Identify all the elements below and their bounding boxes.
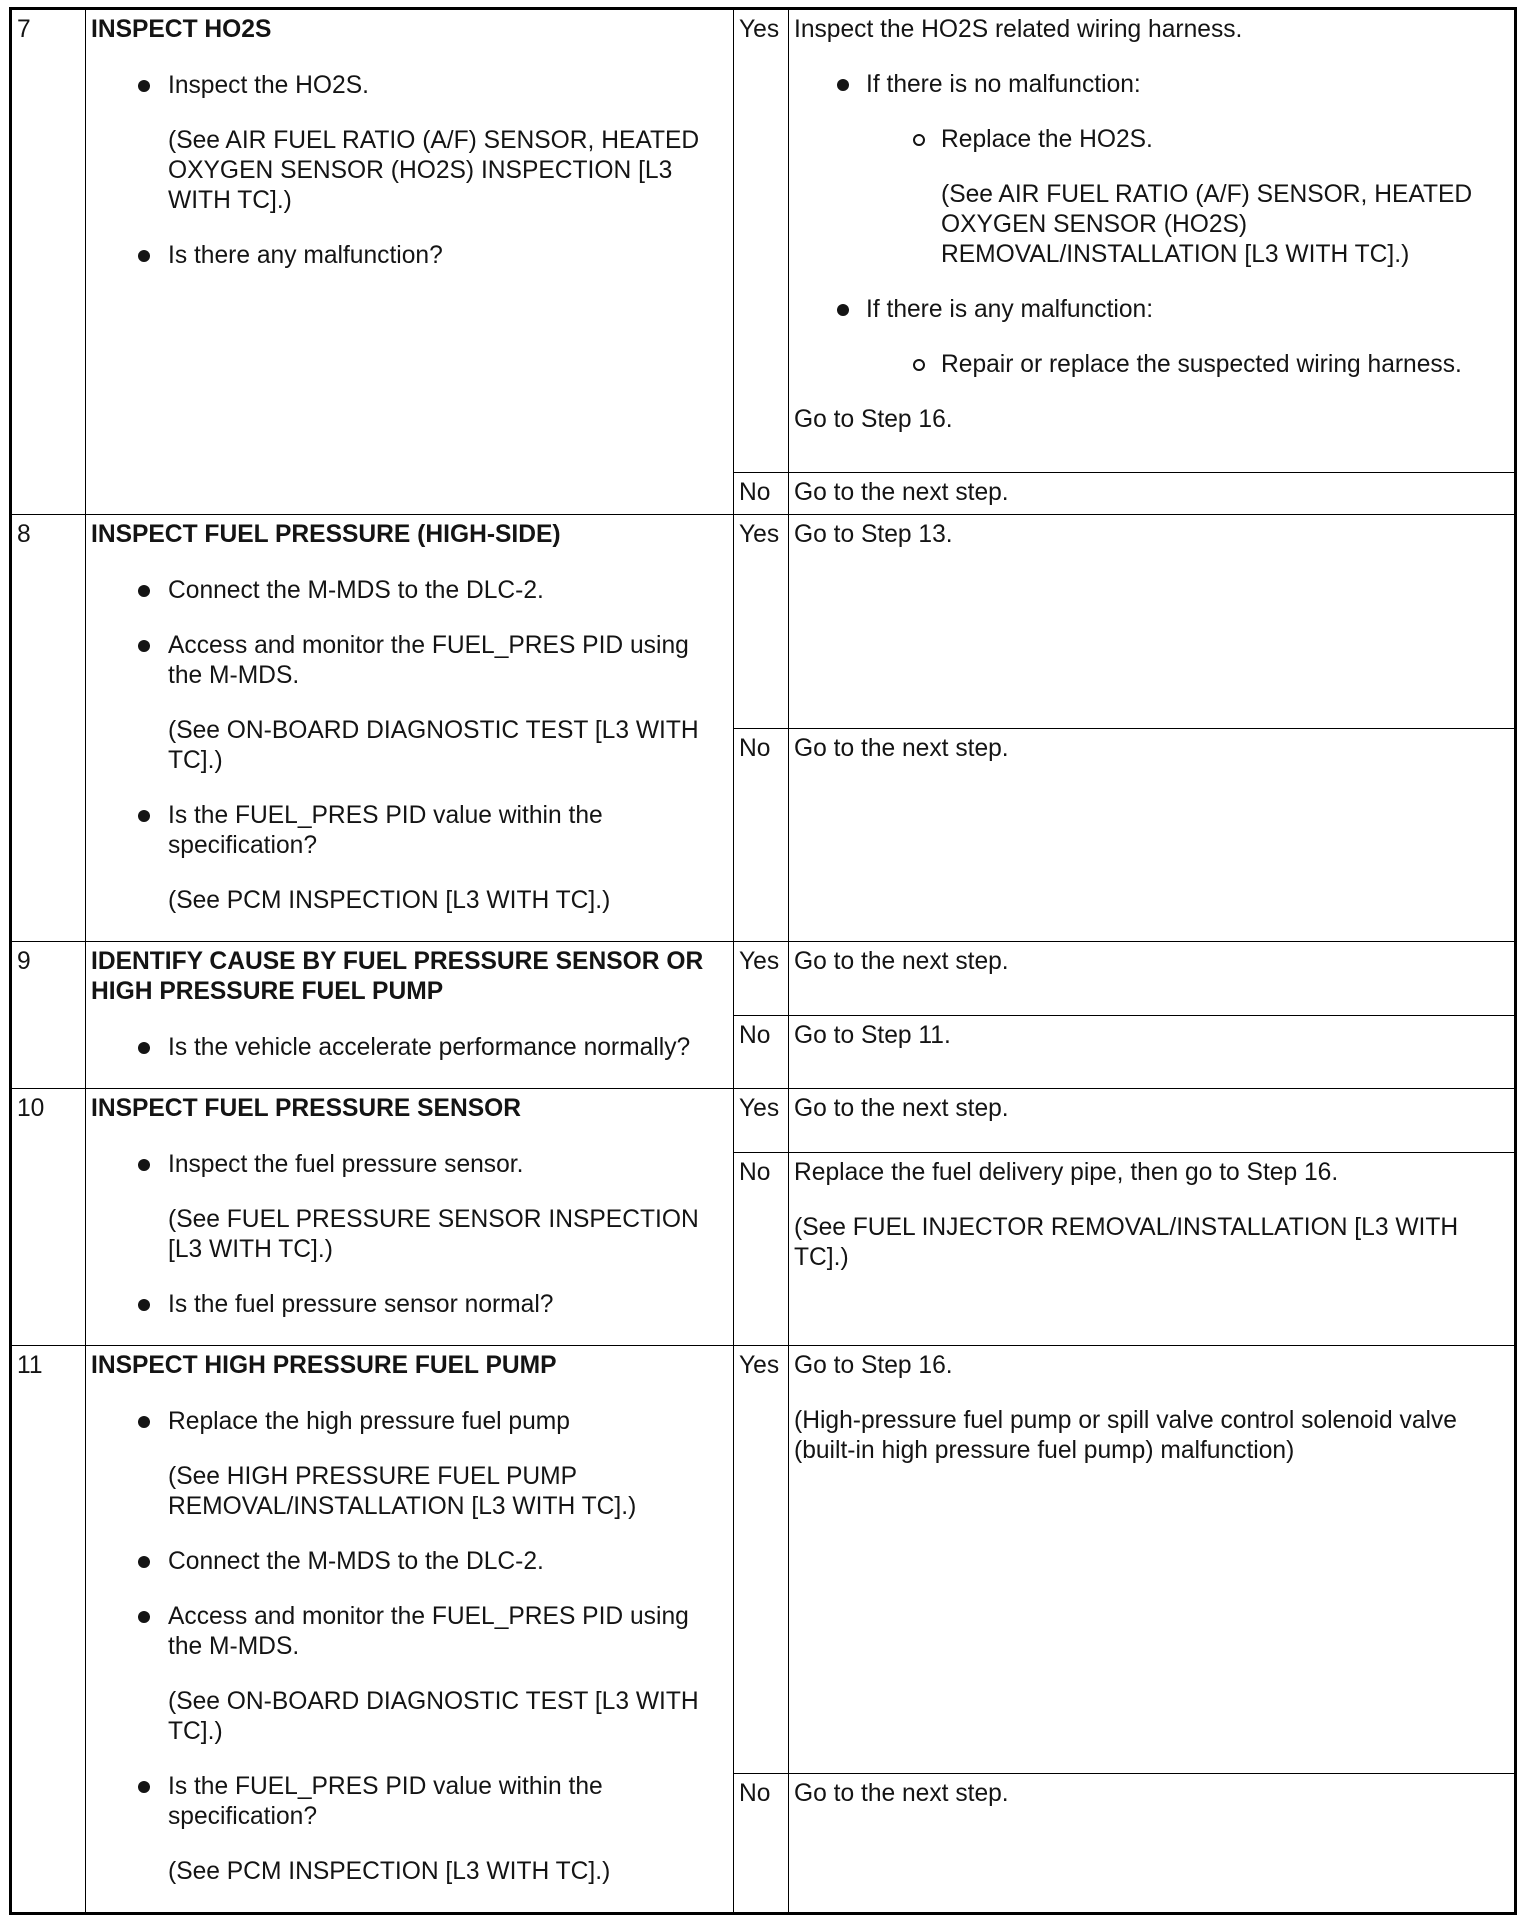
step-title: INSPECT HO2S [91,16,272,43]
yes-label: Yes [734,515,789,729]
reference-text: (See ON-BOARD DIAGNOSTIC TEST [L3 WITH TC].) [168,1688,699,1745]
yes-action [789,9,1516,473]
instruction-item: Is the FUEL_PRES PID value within the specification? [136,801,727,861]
step-number: 8 [11,515,86,942]
instruction-item: Inspect the fuel pressure sensor. [136,1150,727,1180]
no-label: No [734,1152,789,1345]
instruction-item: Is the vehicle accelerate performance normally? [136,1033,727,1063]
step-title: INSPECT HIGH PRESSURE FUEL PUMP [91,1352,557,1379]
instruction-item: Connect the M-MDS to the DLC-2. [136,1547,727,1577]
step-title: INSPECT FUEL PRESSURE (HIGH-SIDE) [91,521,561,548]
step-title: IDENTIFY CAUSE BY FUEL PRESSURE SENSOR OR HIGH PRESSURE FUEL PUMP [91,948,704,1005]
instruction-list [91,1407,727,1887]
step-number: 7 [11,9,86,515]
instruction-list [91,1033,727,1063]
no-label: No [734,1773,789,1913]
no-label: No [734,729,789,942]
instruction-item: Is the fuel pressure sensor normal? [136,1290,727,1320]
instruction-list [91,1150,727,1320]
step-title: INSPECT FUEL PRESSURE SENSOR [91,1095,522,1122]
action-sub-item: Replace the HO2S. [909,125,1508,155]
diagnostic-procedure-table [9,7,1517,1915]
step-8-yes-row [11,515,1516,729]
reference-text: (See FUEL PRESSURE SENSOR INSPECTION [L3 WITH TC].) [168,1206,699,1263]
instruction-item: Access and monitor the FUEL_PRES PID using the M-MDS. [136,631,727,691]
action-note: (High-pressure fuel pump or spill valve control solenoid valve (built-in high pressure fuel pump) malfunction) [794,1407,1457,1464]
action-bullet [834,70,1508,270]
instruction-list [91,71,727,271]
no-action: Go to the next step. [789,1773,1516,1913]
step-7-yes-row [11,9,1516,473]
reference-text: (See AIR FUEL RATIO (A/F) SENSOR, HEATED OXYGEN SENSOR (HO2S) INSPECTION [L3 WITH TC].) [168,127,700,214]
action-text: Go to Step 16. [794,1352,953,1379]
no-action: Go to the next step. [789,729,1516,942]
instruction-list [91,576,727,916]
action-bullet [834,295,1508,380]
instruction-item: Inspect the HO2S. [136,71,727,101]
action-bullet-text: If there is any malfunction: [866,296,1154,323]
no-action: Go to the next step. [789,473,1516,515]
action-text: Inspect the HO2S related wiring harness. [794,16,1243,43]
step-11-yes-row [11,1346,1516,1774]
step-10-yes-row [11,1089,1516,1153]
step-detail [86,1089,734,1346]
action-text: Go to Step 16. [794,406,953,433]
reference-text: (See PCM INSPECTION [L3 WITH TC].) [168,1858,611,1885]
step-number: 9 [11,942,86,1089]
step-detail [86,9,734,515]
step-detail [86,515,734,942]
reference-text: (See PCM INSPECTION [L3 WITH TC].) [168,887,611,914]
step-9-yes-row [11,942,1516,1016]
instruction-item: Connect the M-MDS to the DLC-2. [136,576,727,606]
instruction-item: Access and monitor the FUEL_PRES PID using the M-MDS. [136,1602,727,1662]
yes-label: Yes [734,942,789,1016]
step-detail [86,1346,734,1914]
instruction-item: Is the FUEL_PRES PID value within the specification? [136,1772,727,1832]
action-bullets [794,70,1508,380]
no-action [789,1152,1516,1345]
no-action: Go to Step 11. [789,1016,1516,1089]
reference-text: (See ON-BOARD DIAGNOSTIC TEST [L3 WITH TC].) [168,717,699,774]
step-number: 11 [11,1346,86,1914]
no-label: No [734,473,789,515]
reference-text: (See HIGH PRESSURE FUEL PUMP REMOVAL/INSTALLATION [L3 WITH TC].) [168,1463,637,1520]
action-sub-list [866,350,1508,380]
yes-action: Go to Step 13. [789,515,1516,729]
step-number: 10 [11,1089,86,1346]
instruction-item: Is there any malfunction? [136,241,727,271]
yes-label: Yes [734,1089,789,1153]
yes-action [789,1346,1516,1774]
yes-action: Go to the next step. [789,1089,1516,1153]
step-detail [86,942,734,1089]
yes-label: Yes [734,9,789,473]
no-label: No [734,1016,789,1089]
yes-label: Yes [734,1346,789,1774]
reference-text: (See FUEL INJECTOR REMOVAL/INSTALLATION [L3 WITH TC].) [794,1213,1459,1271]
reference-text: (See AIR FUEL RATIO (A/F) SENSOR, HEATED OXYGEN SENSOR (HO2S) REMOVAL/INSTALLATION [L3 WITH TC].) [941,181,1473,268]
instruction-item: Replace the high pressure fuel pump [136,1407,727,1437]
action-sub-item: Repair or replace the suspected wiring harness. [909,350,1508,380]
action-sub-list [866,125,1508,270]
yes-action: Go to the next step. [789,942,1516,1016]
action-text: Replace the fuel delivery pipe, then go to Step 16. [794,1158,1339,1186]
action-bullet-text: If there is no malfunction: [866,71,1141,98]
